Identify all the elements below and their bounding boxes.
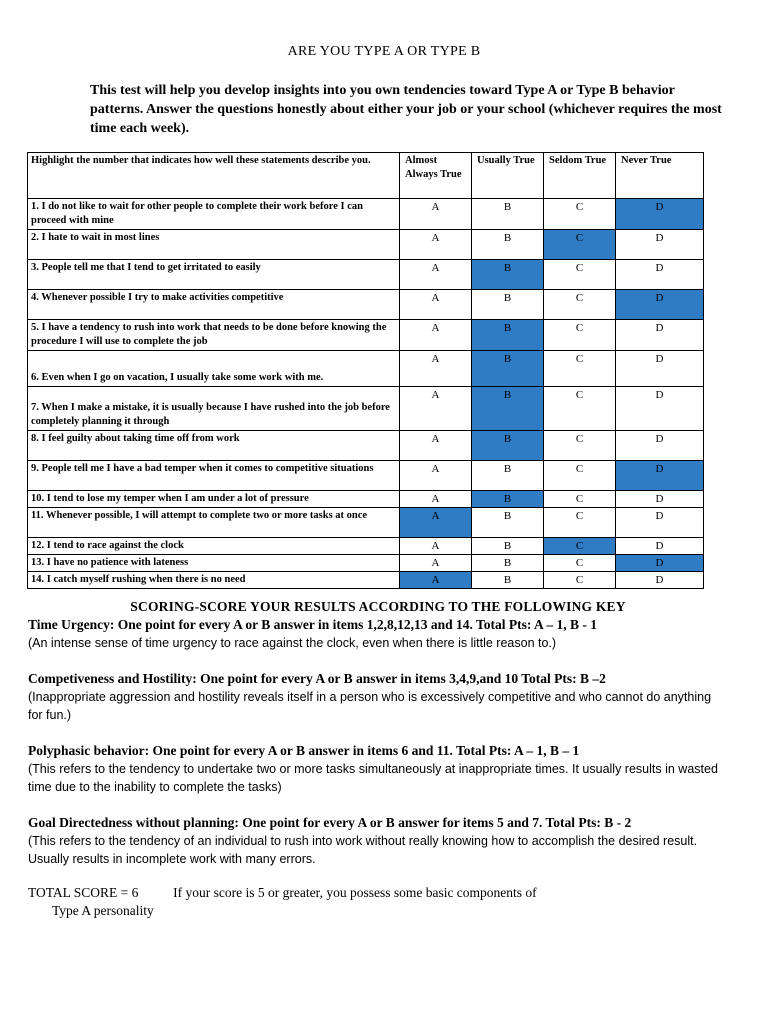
almost-always-true-header: Almost Always True	[400, 153, 472, 199]
option-c-cell[interactable]: C	[544, 260, 616, 290]
option-d-cell[interactable]: D	[616, 461, 704, 491]
option-d-cell[interactable]: D	[616, 290, 704, 320]
option-a-cell[interactable]: A	[400, 491, 472, 508]
scoring-section-competitiveness	[28, 670, 728, 724]
statement-cell: 14. I catch myself rushing when there is no need	[28, 572, 400, 589]
option-c-cell[interactable]: C	[544, 572, 616, 589]
section-description: (This refers to the tendency to undertake two or more tasks simultaneously at inappropriate times. It usually results in wasted time due to the inability to complete the tasks)	[28, 762, 718, 794]
scoring-section-polyphasic	[28, 742, 728, 796]
table-row	[28, 508, 704, 538]
never-true-header: Never True	[616, 153, 704, 199]
statement-cell: 10. I tend to lose my temper when I am under a lot of pressure	[28, 491, 400, 508]
option-a-cell[interactable]: A	[400, 351, 472, 387]
option-c-cell[interactable]: C	[544, 230, 616, 260]
table-header-row	[28, 153, 704, 199]
section-heading: Polyphasic behavior: One point for every A or B answer in items 6 and 11. Total Pts: A – 1, B – 1	[28, 743, 580, 758]
section-heading: Goal Directedness without planning: One point for every A or B answer for items 5 and 7. Total Pts: B - 2	[28, 815, 632, 830]
total-score-message: If your score is 5 or greater, you possess some basic components of	[173, 885, 537, 900]
total-score-message-cont: Type A personality	[52, 903, 154, 918]
intro-paragraph: This test will help you develop insights into you own tendencies toward Type A or Type B behavior patterns. Answer the questions honestly about either your job or your school (whichever requires the most time each week).	[90, 83, 722, 136]
table-row	[28, 461, 704, 491]
statement-cell: 11. Whenever possible, I will attempt to complete two or more tasks at once	[28, 508, 400, 538]
option-a-cell[interactable]: A	[400, 508, 472, 538]
option-c-cell[interactable]: C	[544, 351, 616, 387]
option-b-cell[interactable]: B	[472, 199, 544, 230]
usually-true-header: Usually True	[472, 153, 544, 199]
statement-cell: 6. Even when I go on vacation, I usually take some work with me.	[28, 351, 400, 387]
quiz-table	[27, 152, 704, 589]
option-b-cell[interactable]: B	[472, 260, 544, 290]
option-a-cell[interactable]: A	[400, 387, 472, 431]
option-d-cell[interactable]: D	[616, 491, 704, 508]
instruction-header: Highlight the number that indicates how well these statements describe you.	[28, 153, 400, 199]
statement-cell: 4. Whenever possible I try to make activities competitive	[28, 290, 400, 320]
option-a-cell[interactable]: A	[400, 431, 472, 461]
page-title: ARE YOU TYPE A OR TYPE B	[287, 44, 481, 59]
statement-cell: 3. People tell me that I tend to get irritated to easily	[28, 260, 400, 290]
option-b-cell[interactable]: B	[472, 230, 544, 260]
scoring-key	[28, 598, 728, 868]
section-description: (An intense sense of time urgency to race against the clock, even when there is little reason to.)	[28, 636, 557, 650]
section-description: (This refers to the tendency of an individual to rush into work without really knowing how to accomplish the desired result. Usually results in incomplete work with many errors.	[28, 834, 698, 866]
option-b-cell[interactable]: B	[472, 290, 544, 320]
statement-cell: 1. I do not like to wait for other people to complete their work before I can proceed with mine	[28, 199, 400, 230]
option-d-cell[interactable]: D	[616, 351, 704, 387]
table-row	[28, 351, 704, 387]
option-c-cell[interactable]: C	[544, 555, 616, 572]
option-d-cell[interactable]: D	[616, 538, 704, 555]
option-a-cell[interactable]: A	[400, 461, 472, 491]
statement-cell: 7. When I make a mistake, it is usually because I have rushed into the job before completely planning it through	[28, 387, 400, 431]
option-b-cell[interactable]: B	[472, 320, 544, 351]
option-a-cell[interactable]: A	[400, 320, 472, 351]
option-c-cell[interactable]: C	[544, 508, 616, 538]
option-c-cell[interactable]: C	[544, 431, 616, 461]
option-a-cell[interactable]: A	[400, 230, 472, 260]
table-row	[28, 260, 704, 290]
statement-cell: 13. I have no patience with lateness	[28, 555, 400, 572]
option-a-cell[interactable]: A	[400, 572, 472, 589]
table-row	[28, 230, 704, 260]
table-row	[28, 491, 704, 508]
table-row	[28, 387, 704, 431]
option-c-cell[interactable]: C	[544, 387, 616, 431]
option-c-cell[interactable]: C	[544, 491, 616, 508]
statement-cell: 8. I feel guilty about taking time off from work	[28, 431, 400, 461]
option-c-cell[interactable]: C	[544, 199, 616, 230]
table-row	[28, 555, 704, 572]
option-d-cell[interactable]: D	[616, 555, 704, 572]
option-c-cell[interactable]: C	[544, 320, 616, 351]
scoring-section-goal-directedness	[28, 814, 728, 868]
option-d-cell[interactable]: D	[616, 387, 704, 431]
section-heading: Time Urgency: One point for every A or B answer in items 1,2,8,12,13 and 14. Total Pts: A – 1, B - 1	[28, 617, 598, 632]
option-a-cell[interactable]: A	[400, 538, 472, 555]
total-score-value: 6	[131, 885, 139, 900]
statement-cell: 12. I tend to race against the clock	[28, 538, 400, 555]
table-row	[28, 290, 704, 320]
section-heading: Competiveness and Hostility: One point for every A or B answer in items 3,4,9,and 10 Total Pts: B –2	[28, 671, 606, 686]
scoring-section-time-urgency	[28, 616, 728, 652]
option-a-cell[interactable]: A	[400, 290, 472, 320]
option-c-cell[interactable]: C	[544, 538, 616, 555]
total-score-label: TOTAL SCORE =	[28, 885, 129, 900]
option-a-cell[interactable]: A	[400, 199, 472, 230]
statement-cell: 2. I hate to wait in most lines	[28, 230, 400, 260]
option-b-cell[interactable]: B	[472, 387, 544, 431]
section-description: (Inappropriate aggression and hostility reveals itself in a person who is excessively competitive and who cannot do anything for fun.)	[28, 690, 712, 722]
table-row	[28, 431, 704, 461]
option-d-cell[interactable]: D	[616, 431, 704, 461]
option-a-cell[interactable]: A	[400, 555, 472, 572]
option-b-cell[interactable]: B	[472, 508, 544, 538]
table-row	[28, 572, 704, 589]
option-b-cell[interactable]: B	[472, 572, 544, 589]
seldom-true-header: Seldom True	[544, 153, 616, 199]
option-b-cell[interactable]: B	[472, 538, 544, 555]
option-d-cell[interactable]: D	[616, 260, 704, 290]
option-b-cell[interactable]: B	[472, 491, 544, 508]
total-score	[28, 884, 728, 920]
option-b-cell[interactable]: B	[472, 431, 544, 461]
table-row	[28, 199, 704, 230]
statement-cell: 9. People tell me I have a bad temper when it comes to competitive situations	[28, 461, 400, 491]
table-row	[28, 538, 704, 555]
table-row	[28, 320, 704, 351]
option-b-cell[interactable]: B	[472, 461, 544, 491]
option-d-cell[interactable]: D	[616, 230, 704, 260]
scoring-heading: SCORING-SCORE YOUR RESULTS ACCORDING TO THE FOLLOWING KEY	[130, 599, 626, 614]
option-c-cell[interactable]: C	[544, 461, 616, 491]
option-c-cell[interactable]: C	[544, 290, 616, 320]
option-d-cell[interactable]: D	[616, 508, 704, 538]
option-d-cell[interactable]: D	[616, 320, 704, 351]
statement-cell: 5. I have a tendency to rush into work that needs to be done before knowing the procedure I will use to complete the job	[28, 320, 400, 351]
option-d-cell[interactable]: D	[616, 199, 704, 230]
option-a-cell[interactable]: A	[400, 260, 472, 290]
option-b-cell[interactable]: B	[472, 555, 544, 572]
option-b-cell[interactable]: B	[472, 351, 544, 387]
option-d-cell[interactable]: D	[616, 572, 704, 589]
